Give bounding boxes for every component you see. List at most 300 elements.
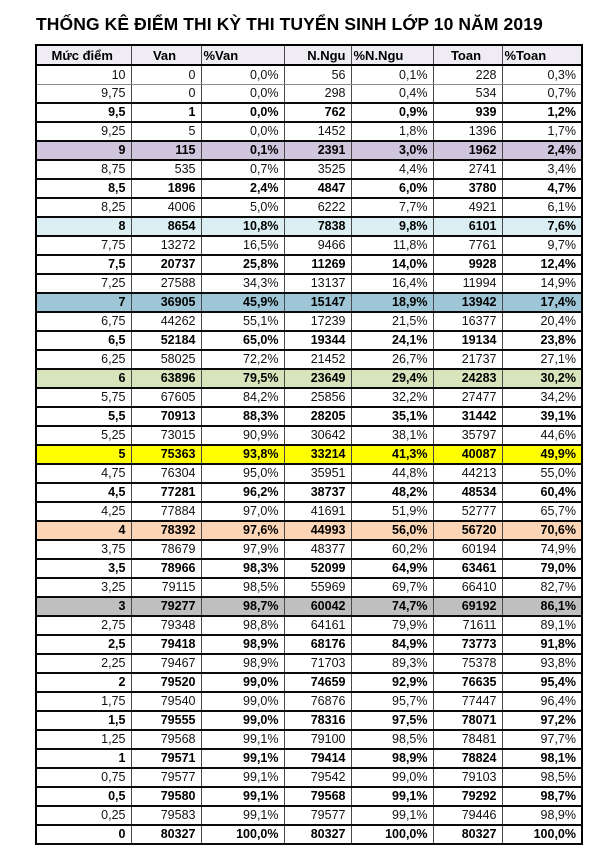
score-cell: 3,5 — [36, 559, 131, 578]
score-cell: 6,5 — [36, 331, 131, 350]
value-cell: 79414 — [284, 749, 351, 768]
value-cell: 71703 — [284, 654, 351, 673]
value-cell: 44213 — [433, 464, 502, 483]
value-cell: 52099 — [284, 559, 351, 578]
table-row — [36, 407, 582, 426]
value-cell: 7761 — [433, 236, 502, 255]
value-cell: 76876 — [284, 692, 351, 711]
value-cell: 55,1% — [201, 312, 284, 331]
value-cell: 80327 — [433, 825, 502, 844]
value-cell: 79568 — [131, 730, 201, 749]
score-cell: 9,25 — [36, 122, 131, 141]
score-cell: 1,75 — [36, 692, 131, 711]
value-cell: 0,0% — [201, 84, 284, 103]
value-cell: 79292 — [433, 787, 502, 806]
value-cell: 79,0% — [502, 559, 582, 578]
score-cell: 5,25 — [36, 426, 131, 445]
value-cell: 79583 — [131, 806, 201, 825]
value-cell: 48534 — [433, 483, 502, 502]
value-cell: 98,7% — [201, 597, 284, 616]
value-cell: 6,0% — [351, 179, 433, 198]
value-cell: 78316 — [284, 711, 351, 730]
value-cell: 79100 — [284, 730, 351, 749]
score-cell: 2,25 — [36, 654, 131, 673]
value-cell: 56,0% — [351, 521, 433, 540]
score-cell: 7,25 — [36, 274, 131, 293]
table-row — [36, 578, 582, 597]
value-cell: 1396 — [433, 122, 502, 141]
score-cell: 1 — [36, 749, 131, 768]
value-cell: 92,9% — [351, 673, 433, 692]
value-cell: 79348 — [131, 616, 201, 635]
value-cell: 67605 — [131, 388, 201, 407]
value-cell: 3525 — [284, 160, 351, 179]
value-cell: 38737 — [284, 483, 351, 502]
score-cell: 3,75 — [36, 540, 131, 559]
table-row — [36, 483, 582, 502]
value-cell: 25856 — [284, 388, 351, 407]
value-cell: 0,0% — [201, 122, 284, 141]
value-cell: 17,4% — [502, 293, 582, 312]
table-row — [36, 122, 582, 141]
value-cell: 69,7% — [351, 578, 433, 597]
value-cell: 3,4% — [502, 160, 582, 179]
page-title: THỐNG KÊ ĐIỂM THI KỲ THI TUYỂN SINH LỚP 10 NĂM 2019 — [36, 14, 543, 34]
value-cell: 1,2% — [502, 103, 582, 122]
table-row — [36, 141, 582, 160]
score-cell: 8,5 — [36, 179, 131, 198]
value-cell: 1962 — [433, 141, 502, 160]
value-cell: 96,4% — [502, 692, 582, 711]
value-cell: 98,3% — [201, 559, 284, 578]
value-cell: 18,9% — [351, 293, 433, 312]
score-cell: 4,25 — [36, 502, 131, 521]
value-cell: 19344 — [284, 331, 351, 350]
value-cell: 73015 — [131, 426, 201, 445]
value-cell: 34,3% — [201, 274, 284, 293]
value-cell: 41691 — [284, 502, 351, 521]
value-cell: 0 — [131, 84, 201, 103]
value-cell: 21737 — [433, 350, 502, 369]
value-cell: 56 — [284, 65, 351, 84]
value-cell: 58025 — [131, 350, 201, 369]
value-cell: 9466 — [284, 236, 351, 255]
col-header-van: Van — [131, 45, 201, 65]
value-cell: 99,1% — [351, 787, 433, 806]
value-cell: 13137 — [284, 274, 351, 293]
value-cell: 79418 — [131, 635, 201, 654]
table-row — [36, 502, 582, 521]
value-cell: 89,1% — [502, 616, 582, 635]
value-cell: 68176 — [284, 635, 351, 654]
value-cell: 3780 — [433, 179, 502, 198]
value-cell: 16,4% — [351, 274, 433, 293]
score-cell: 7,75 — [36, 236, 131, 255]
value-cell: 79,5% — [201, 369, 284, 388]
value-cell: 21,5% — [351, 312, 433, 331]
score-cell: 9,5 — [36, 103, 131, 122]
value-cell: 70,6% — [502, 521, 582, 540]
table-row — [36, 426, 582, 445]
value-cell: 79542 — [284, 768, 351, 787]
value-cell: 12,4% — [502, 255, 582, 274]
value-cell: 4,4% — [351, 160, 433, 179]
table-row — [36, 179, 582, 198]
value-cell: 298 — [284, 84, 351, 103]
value-cell: 98,9% — [201, 654, 284, 673]
table-row — [36, 255, 582, 274]
value-cell: 84,9% — [351, 635, 433, 654]
table-row — [36, 635, 582, 654]
col-header-muc-diem: Mức điểm — [36, 45, 131, 65]
value-cell: 14,9% — [502, 274, 582, 293]
value-cell: 79,9% — [351, 616, 433, 635]
value-cell: 35797 — [433, 426, 502, 445]
value-cell: 1896 — [131, 179, 201, 198]
score-cell: 7 — [36, 293, 131, 312]
value-cell: 39,1% — [502, 407, 582, 426]
value-cell: 98,5% — [502, 768, 582, 787]
score-cell: 1,25 — [36, 730, 131, 749]
value-cell: 73773 — [433, 635, 502, 654]
value-cell: 4847 — [284, 179, 351, 198]
value-cell: 66410 — [433, 578, 502, 597]
value-cell: 100,0% — [201, 825, 284, 844]
value-cell: 16,5% — [201, 236, 284, 255]
value-cell: 13942 — [433, 293, 502, 312]
value-cell: 23649 — [284, 369, 351, 388]
score-cell: 8,75 — [36, 160, 131, 179]
value-cell: 21452 — [284, 350, 351, 369]
col-header-pct-toan: %Toan — [502, 45, 582, 65]
table-row — [36, 217, 582, 236]
value-cell: 74659 — [284, 673, 351, 692]
score-cell: 5,5 — [36, 407, 131, 426]
score-cell: 7,5 — [36, 255, 131, 274]
value-cell: 95,0% — [201, 464, 284, 483]
table-row — [36, 160, 582, 179]
value-cell: 7838 — [284, 217, 351, 236]
value-cell: 72,2% — [201, 350, 284, 369]
value-cell: 99,0% — [201, 673, 284, 692]
table-header — [36, 45, 582, 65]
value-cell: 762 — [284, 103, 351, 122]
score-cell: 4,75 — [36, 464, 131, 483]
value-cell: 4006 — [131, 198, 201, 217]
value-cell: 535 — [131, 160, 201, 179]
value-cell: 32,2% — [351, 388, 433, 407]
table-row — [36, 84, 582, 103]
value-cell: 40087 — [433, 445, 502, 464]
header-row — [36, 45, 582, 65]
value-cell: 0,1% — [201, 141, 284, 160]
value-cell: 44,8% — [351, 464, 433, 483]
value-cell: 80327 — [131, 825, 201, 844]
value-cell: 24283 — [433, 369, 502, 388]
table-row — [36, 369, 582, 388]
table-row — [36, 65, 582, 84]
value-cell: 77447 — [433, 692, 502, 711]
value-cell: 939 — [433, 103, 502, 122]
score-cell: 4 — [36, 521, 131, 540]
value-cell: 63896 — [131, 369, 201, 388]
value-cell: 76635 — [433, 673, 502, 692]
table-row — [36, 597, 582, 616]
value-cell: 74,9% — [502, 540, 582, 559]
value-cell: 95,4% — [502, 673, 582, 692]
table-row — [36, 540, 582, 559]
value-cell: 100,0% — [351, 825, 433, 844]
value-cell: 70913 — [131, 407, 201, 426]
table-row — [36, 711, 582, 730]
value-cell: 228 — [433, 65, 502, 84]
table-row — [36, 559, 582, 578]
value-cell: 49,9% — [502, 445, 582, 464]
value-cell: 99,1% — [351, 806, 433, 825]
value-cell: 0,7% — [201, 160, 284, 179]
value-cell: 25,8% — [201, 255, 284, 274]
value-cell: 0,0% — [201, 103, 284, 122]
value-cell: 9,7% — [502, 236, 582, 255]
value-cell: 78481 — [433, 730, 502, 749]
value-cell: 65,0% — [201, 331, 284, 350]
value-cell: 4921 — [433, 198, 502, 217]
col-header-n-ngu: N.Ngu — [284, 45, 351, 65]
value-cell: 79115 — [131, 578, 201, 597]
value-cell: 534 — [433, 84, 502, 103]
value-cell: 99,1% — [201, 730, 284, 749]
value-cell: 6101 — [433, 217, 502, 236]
value-cell: 98,5% — [201, 578, 284, 597]
value-cell: 69192 — [433, 597, 502, 616]
table-row — [36, 331, 582, 350]
score-cell: 8 — [36, 217, 131, 236]
score-cell: 4,5 — [36, 483, 131, 502]
value-cell: 33214 — [284, 445, 351, 464]
table-row — [36, 616, 582, 635]
score-cell: 9,75 — [36, 84, 131, 103]
value-cell: 0,9% — [351, 103, 433, 122]
table-row — [36, 350, 582, 369]
value-cell: 2391 — [284, 141, 351, 160]
value-cell: 60,4% — [502, 483, 582, 502]
value-cell: 86,1% — [502, 597, 582, 616]
value-cell: 48377 — [284, 540, 351, 559]
value-cell: 99,1% — [201, 768, 284, 787]
score-cell: 2,5 — [36, 635, 131, 654]
value-cell: 64,9% — [351, 559, 433, 578]
value-cell: 100,0% — [502, 825, 582, 844]
value-cell: 13272 — [131, 236, 201, 255]
score-cell: 1,5 — [36, 711, 131, 730]
value-cell: 41,3% — [351, 445, 433, 464]
value-cell: 34,2% — [502, 388, 582, 407]
value-cell: 1452 — [284, 122, 351, 141]
value-cell: 36905 — [131, 293, 201, 312]
value-cell: 8654 — [131, 217, 201, 236]
value-cell: 98,7% — [502, 787, 582, 806]
score-cell: 8,25 — [36, 198, 131, 217]
value-cell: 0,0% — [201, 65, 284, 84]
value-cell: 115 — [131, 141, 201, 160]
score-cell: 6,75 — [36, 312, 131, 331]
value-cell: 48,2% — [351, 483, 433, 502]
value-cell: 79103 — [433, 768, 502, 787]
value-cell: 78824 — [433, 749, 502, 768]
score-cell: 5 — [36, 445, 131, 464]
value-cell: 98,9% — [201, 635, 284, 654]
value-cell: 98,8% — [201, 616, 284, 635]
value-cell: 79467 — [131, 654, 201, 673]
value-cell: 16377 — [433, 312, 502, 331]
score-cell: 3,25 — [36, 578, 131, 597]
value-cell: 84,2% — [201, 388, 284, 407]
value-cell: 5 — [131, 122, 201, 141]
score-cell: 2 — [36, 673, 131, 692]
score-cell: 0,5 — [36, 787, 131, 806]
value-cell: 97,5% — [351, 711, 433, 730]
value-cell: 98,1% — [502, 749, 582, 768]
value-cell: 95,7% — [351, 692, 433, 711]
value-cell: 6222 — [284, 198, 351, 217]
table-row — [36, 274, 582, 293]
value-cell: 98,9% — [351, 749, 433, 768]
value-cell: 97,2% — [502, 711, 582, 730]
value-cell: 96,2% — [201, 483, 284, 502]
value-cell: 1,8% — [351, 122, 433, 141]
value-cell: 97,0% — [201, 502, 284, 521]
value-cell: 99,1% — [201, 787, 284, 806]
value-cell: 77281 — [131, 483, 201, 502]
value-cell: 27,1% — [502, 350, 582, 369]
value-cell: 55969 — [284, 578, 351, 597]
value-cell: 11994 — [433, 274, 502, 293]
value-cell: 1,7% — [502, 122, 582, 141]
table-row — [36, 730, 582, 749]
col-header-pct-van: %Van — [201, 45, 284, 65]
value-cell: 31442 — [433, 407, 502, 426]
value-cell: 30,2% — [502, 369, 582, 388]
value-cell: 60,2% — [351, 540, 433, 559]
value-cell: 10,8% — [201, 217, 284, 236]
value-cell: 63461 — [433, 559, 502, 578]
value-cell: 20737 — [131, 255, 201, 274]
col-header-toan: Toan — [433, 45, 502, 65]
value-cell: 98,5% — [351, 730, 433, 749]
value-cell: 55,0% — [502, 464, 582, 483]
value-cell: 44,6% — [502, 426, 582, 445]
value-cell: 44262 — [131, 312, 201, 331]
value-cell: 97,6% — [201, 521, 284, 540]
value-cell: 15147 — [284, 293, 351, 312]
value-cell: 6,1% — [502, 198, 582, 217]
value-cell: 2741 — [433, 160, 502, 179]
value-cell: 79571 — [131, 749, 201, 768]
value-cell: 90,9% — [201, 426, 284, 445]
value-cell: 24,1% — [351, 331, 433, 350]
table-row — [36, 464, 582, 483]
value-cell: 99,0% — [201, 711, 284, 730]
value-cell: 23,8% — [502, 331, 582, 350]
value-cell: 56720 — [433, 521, 502, 540]
value-cell: 2,4% — [502, 141, 582, 160]
value-cell: 79277 — [131, 597, 201, 616]
value-cell: 14,0% — [351, 255, 433, 274]
value-cell: 35,1% — [351, 407, 433, 426]
value-cell: 20,4% — [502, 312, 582, 331]
value-cell: 51,9% — [351, 502, 433, 521]
value-cell: 93,8% — [502, 654, 582, 673]
value-cell: 78966 — [131, 559, 201, 578]
value-cell: 29,4% — [351, 369, 433, 388]
table-row — [36, 749, 582, 768]
value-cell: 11,8% — [351, 236, 433, 255]
score-statistics-table — [35, 44, 583, 845]
score-cell: 5,75 — [36, 388, 131, 407]
value-cell: 5,0% — [201, 198, 284, 217]
table-row — [36, 787, 582, 806]
table-row — [36, 806, 582, 825]
value-cell: 3,0% — [351, 141, 433, 160]
value-cell: 79520 — [131, 673, 201, 692]
table-row — [36, 692, 582, 711]
value-cell: 74,7% — [351, 597, 433, 616]
value-cell: 79580 — [131, 787, 201, 806]
score-cell: 6 — [36, 369, 131, 388]
value-cell: 76304 — [131, 464, 201, 483]
table-row — [36, 445, 582, 464]
table-row — [36, 825, 582, 844]
value-cell: 78392 — [131, 521, 201, 540]
value-cell: 38,1% — [351, 426, 433, 445]
value-cell: 44993 — [284, 521, 351, 540]
value-cell: 26,7% — [351, 350, 433, 369]
value-cell: 0 — [131, 65, 201, 84]
value-cell: 52184 — [131, 331, 201, 350]
value-cell: 45,9% — [201, 293, 284, 312]
value-cell: 0,1% — [351, 65, 433, 84]
table-row — [36, 198, 582, 217]
col-header-pct-n-ngu: %N.Ngu — [351, 45, 433, 65]
score-cell: 10 — [36, 65, 131, 84]
value-cell: 35951 — [284, 464, 351, 483]
table-row — [36, 521, 582, 540]
score-cell: 3 — [36, 597, 131, 616]
value-cell: 27477 — [433, 388, 502, 407]
value-cell: 93,8% — [201, 445, 284, 464]
value-cell: 79568 — [284, 787, 351, 806]
score-cell: 0,25 — [36, 806, 131, 825]
value-cell: 27588 — [131, 274, 201, 293]
value-cell: 64161 — [284, 616, 351, 635]
score-cell: 0 — [36, 825, 131, 844]
value-cell: 0,7% — [502, 84, 582, 103]
value-cell: 28205 — [284, 407, 351, 426]
table-row — [36, 654, 582, 673]
value-cell: 7,6% — [502, 217, 582, 236]
table-row — [36, 103, 582, 122]
value-cell: 60194 — [433, 540, 502, 559]
value-cell: 97,9% — [201, 540, 284, 559]
value-cell: 79555 — [131, 711, 201, 730]
table-row — [36, 293, 582, 312]
value-cell: 98,9% — [502, 806, 582, 825]
value-cell: 7,7% — [351, 198, 433, 217]
value-cell: 52777 — [433, 502, 502, 521]
value-cell: 9,8% — [351, 217, 433, 236]
value-cell: 88,3% — [201, 407, 284, 426]
score-table-body — [36, 65, 582, 844]
